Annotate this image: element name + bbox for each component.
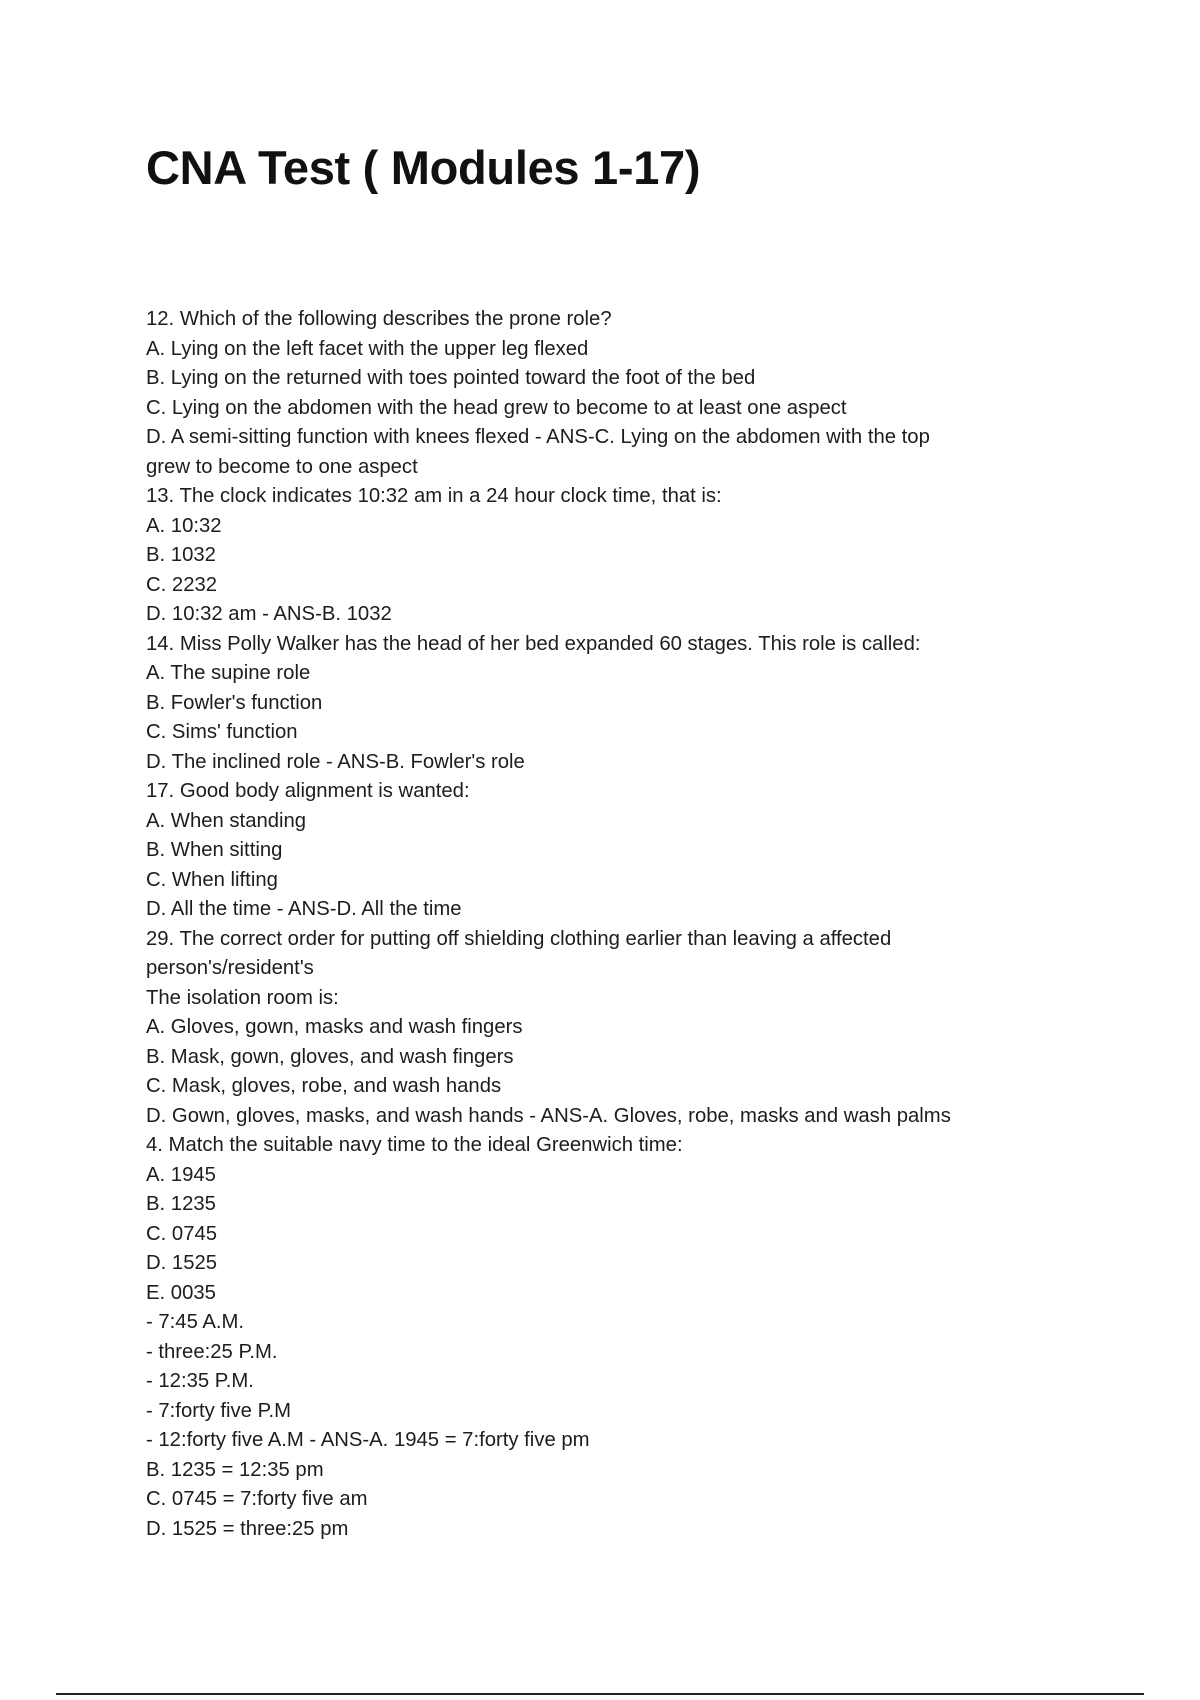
text-line: 17. Good body alignment is wanted: (146, 780, 470, 802)
text-line: B. When sitting (146, 839, 283, 861)
text-line: 29. The correct order for putting off shielding clothing earlier than leaving a affected (146, 927, 892, 950)
text-line: - three:25 P.M. (146, 1340, 278, 1363)
text-line: D. 10:32 am - ANS-B. 1032 (146, 603, 392, 625)
text-line: D. All the time - ANS-D. All the time (146, 898, 462, 920)
text-line: A. When standing (146, 809, 307, 832)
text-line: B. 1235 (146, 1193, 216, 1215)
text-line: - 12:35 P.M. (146, 1370, 254, 1392)
text-line: A. The supine role (146, 662, 311, 684)
text-line: person's/resident's (146, 957, 314, 979)
text-line: C. Lying on the abdomen with the head grew to become to at least one aspect (146, 396, 847, 419)
text-line: C. Sims' function (146, 721, 298, 743)
text-line: grew to become to one aspect (146, 455, 418, 478)
text-line: A. 10:32 (146, 514, 222, 537)
text-line: 12. Which of the following describes the prone role? (146, 308, 612, 330)
text-line: B. Fowler's function (146, 691, 323, 714)
text-line: E. 0035 (146, 1281, 216, 1304)
text-line: B. Lying on the returned with toes pointed toward the foot of the bed (146, 367, 756, 389)
text-line: - 7:forty five P.M (146, 1399, 292, 1422)
text-line: D. The inclined role - ANS-B. Fowler's role (146, 750, 525, 773)
text-line: - 7:45 A.M. (146, 1311, 245, 1333)
text-line: A. 1945 (146, 1163, 216, 1186)
text-line: C. 2232 (146, 573, 218, 596)
document-title: CNA Test ( Modules 1-17) (146, 141, 701, 194)
text-line: - 12:forty five A.M - ANS-A. 1945 = 7:forty five pm (146, 1429, 590, 1451)
text-line: B. Mask, gown, gloves, and wash fingers (146, 1045, 514, 1068)
text-line: C. 0745 (146, 1222, 218, 1245)
text-line: D. A semi-sitting function with knees flexed - ANS-C. Lying on the abdomen with the top (146, 426, 930, 448)
text-line: D. 1525 (146, 1252, 218, 1274)
text-line: The isolation room is: (146, 986, 339, 1009)
document-body (146, 305, 1046, 1544)
text-line: B. 1235 = 12:35 pm (146, 1458, 324, 1481)
text-line: C. When lifting (146, 868, 278, 891)
text-line: D. 1525 = three:25 pm (146, 1517, 349, 1540)
text-line: D. Gown, gloves, masks, and wash hands - ANS-A. Gloves, robe, masks and wash palms (146, 1104, 951, 1127)
text-line: B. 1032 (146, 544, 216, 566)
text-line: 14. Miss Polly Walker has the head of her bed expanded 60 stages. This role is called: (146, 632, 921, 655)
text-line: C. Mask, gloves, robe, and wash hands (146, 1075, 502, 1097)
text-line: 13. The clock indicates 10:32 am in a 24 hour clock time, that is: (146, 485, 722, 507)
text-line: A. Lying on the left facet with the upper leg flexed (146, 337, 589, 360)
text-line: A. Gloves, gown, masks and wash fingers (146, 1016, 523, 1038)
footer-divider (56, 1693, 1144, 1695)
text-line: 4. Match the suitable navy time to the ideal Greenwich time: (146, 1134, 683, 1156)
text-line: C. 0745 = 7:forty five am (146, 1488, 368, 1510)
